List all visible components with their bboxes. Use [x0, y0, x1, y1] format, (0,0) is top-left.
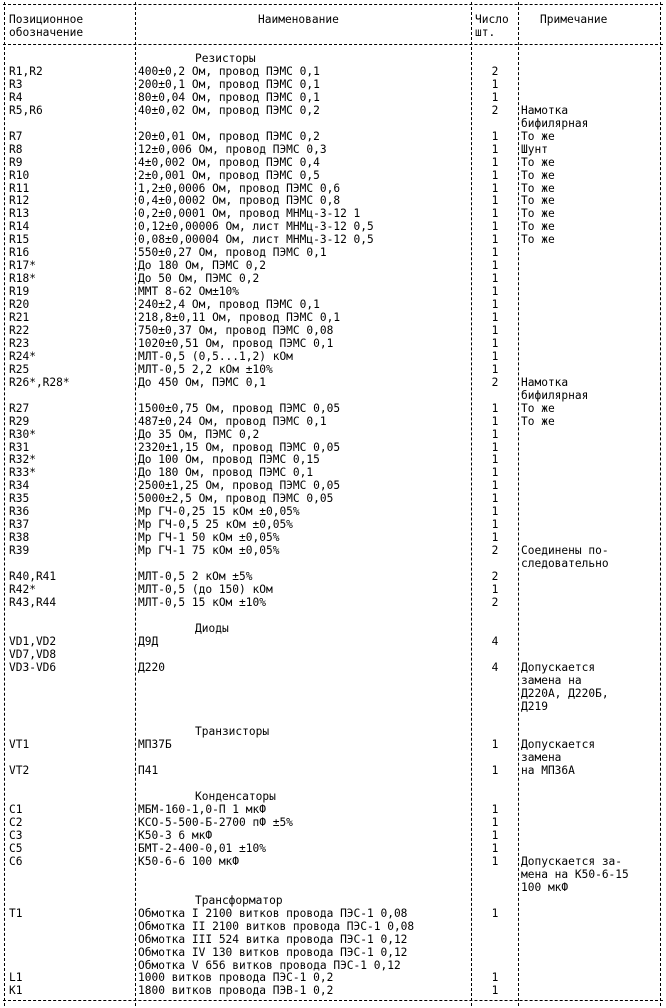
- position-code: VD7,VD8: [9, 647, 57, 661]
- item-note: Шунт: [521, 142, 548, 156]
- section-title: Трансформатор: [195, 893, 283, 907]
- section-title: Транзисторы: [195, 725, 270, 739]
- item-name: МЛТ-0,5 (до 150) кОм: [138, 582, 273, 596]
- position-code: VD3-VD6: [9, 660, 57, 674]
- item-name: МБМ-160-1,0-П 1 мкФ: [138, 803, 266, 817]
- item-note: 100 мкФ: [521, 880, 569, 894]
- quantity: 1: [491, 207, 499, 221]
- position-code: R25: [9, 362, 30, 376]
- position-code: R37: [9, 518, 30, 532]
- item-name: Д220: [138, 660, 165, 674]
- quantity: 2: [491, 375, 499, 389]
- position-code: R35: [9, 492, 30, 506]
- item-note: следовательно: [521, 557, 609, 571]
- quantity: 1: [491, 829, 499, 842]
- position-code: R22: [9, 323, 30, 337]
- quantity: 1: [491, 272, 499, 286]
- column-divider: [518, 2, 519, 1006]
- quantity: 1: [491, 336, 499, 350]
- quantity: 1: [491, 984, 499, 998]
- item-note: мена на К50-6-15: [521, 867, 629, 881]
- position-code: R5,R6: [9, 103, 43, 117]
- quantity: 1: [491, 764, 499, 778]
- item-name: 0,4±0,0002 Ом, провод ПЭМС 0,8: [138, 194, 341, 208]
- position-code: R15: [9, 233, 30, 247]
- quantity: 2: [491, 103, 499, 117]
- quantity: 1: [491, 427, 499, 441]
- quantity: 1: [491, 440, 499, 454]
- position-code: R9: [9, 155, 23, 169]
- position-code: R21: [9, 311, 30, 324]
- item-note: замена на: [521, 673, 582, 687]
- item-name: 5000±2,5 Ом, провод ПЭМС 0,05: [138, 492, 334, 506]
- position-code: R30*: [9, 427, 36, 441]
- quantity: 1: [491, 362, 499, 376]
- quantity: 1: [491, 906, 499, 920]
- quantity: 1: [491, 971, 499, 985]
- item-note: То же: [521, 207, 555, 221]
- position-code: R20: [9, 298, 30, 312]
- item-note: Д220А, Д220Б,: [521, 686, 609, 700]
- position-code: VD1,VD2: [9, 634, 57, 648]
- item-name: 1800 витков провода ПЭВ-1 0,2: [138, 984, 334, 998]
- position-code: R1,R2: [9, 64, 43, 78]
- position-code: L1: [9, 971, 23, 985]
- quantity: 4: [491, 660, 499, 674]
- position-code: R23: [9, 336, 30, 350]
- item-note: бифилярная: [521, 388, 589, 402]
- position-code: R17*: [9, 259, 36, 273]
- quantity: 1: [491, 323, 499, 337]
- item-name: 240±2,4 Ом, провод ПЭМС 0,1: [138, 298, 320, 312]
- quantity: 1: [491, 142, 499, 156]
- item-name: 2±0,001 Ом, провод ПЭМС 0,5: [138, 168, 320, 182]
- position-code: R36: [9, 505, 30, 519]
- quantity: 2: [491, 544, 499, 558]
- item-name: До 180 Ом, ПЭМС 0,2: [138, 259, 266, 273]
- quantity: 1: [491, 129, 499, 143]
- item-note: на МП36А: [521, 764, 575, 778]
- position-code: C6: [9, 854, 23, 868]
- item-note: Допускается: [521, 738, 596, 752]
- position-code: R8: [9, 142, 23, 156]
- item-name: МЛТ-0,5 (0,5...1,2) кОм: [138, 349, 293, 363]
- position-code: R38: [9, 531, 30, 545]
- quantity: 1: [491, 181, 499, 195]
- quantity: 2: [491, 64, 499, 78]
- position-code: T1: [9, 906, 23, 920]
- item-name: Обмотка III 524 витка провода ПЭС-1 0,12: [138, 932, 408, 946]
- item-note: То же: [521, 414, 555, 428]
- position-code: R11: [9, 181, 30, 195]
- item-note: То же: [521, 155, 555, 169]
- item-name: 0,12±0,00006 Ом, лист МНМц-3-12 0,5: [138, 220, 374, 234]
- item-name: До 50 Ом, ПЭМС 0,2: [138, 272, 260, 286]
- item-note: То же: [521, 401, 555, 415]
- item-note: То же: [521, 220, 555, 234]
- quantity: 1: [491, 803, 499, 817]
- item-name: 0,08±0,00004 Ом, лист МНМц-3-12 0,5: [138, 233, 374, 247]
- item-note: Допускается за-: [521, 854, 623, 868]
- quantity: 1: [491, 479, 499, 493]
- item-name: 550±0,27 Ом, провод ПЭМС 0,1: [138, 246, 327, 260]
- item-name: МП37Б: [138, 738, 172, 752]
- quantity: 1: [491, 155, 499, 169]
- item-name: Обмотка IV 130 витков провода ПЭС-1 0,12: [138, 945, 408, 959]
- item-name: Мр ГЧ-1 75 кОм ±0,05%: [138, 544, 280, 558]
- position-code: R40,R41: [9, 570, 57, 583]
- item-note: Д219: [521, 699, 548, 713]
- item-name: 200±0,1 Ом, провод ПЭМС 0,1: [138, 77, 320, 91]
- quantity: 1: [491, 233, 499, 247]
- quantity: 1: [491, 194, 499, 208]
- position-code: R29: [9, 414, 30, 428]
- item-name: БМТ-2-400-0,01 ±10%: [138, 841, 266, 855]
- quantity: 1: [491, 816, 499, 830]
- item-note: То же: [521, 194, 555, 208]
- quantity: 1: [491, 349, 499, 363]
- quantity: 4: [491, 634, 499, 648]
- quantity: 1: [491, 582, 499, 596]
- header-position: Позиционное обозначение: [9, 13, 84, 39]
- item-name: 1,2±0,0006 Ом, провод ПЭМС 0,6: [138, 181, 341, 195]
- column-divider: [135, 2, 136, 1006]
- position-code: R4: [9, 90, 23, 104]
- position-code: R14: [9, 220, 30, 234]
- position-code: K1: [9, 984, 23, 998]
- item-name: 4±0,002 Ом, провод ПЭМС 0,4: [138, 155, 320, 169]
- item-name: ММТ 8-62 Ом±10%: [138, 285, 240, 299]
- position-code: R24*: [9, 349, 36, 363]
- header-quantity: Число шт.: [475, 13, 509, 39]
- quantity: 1: [491, 77, 499, 91]
- quantity: 2: [491, 595, 499, 609]
- position-code: R3: [9, 77, 23, 91]
- position-code: R34: [9, 479, 30, 493]
- position-code: R42*: [9, 582, 36, 596]
- item-note: Намотка: [521, 103, 569, 117]
- position-code: R13: [9, 207, 30, 221]
- quantity: 1: [491, 466, 499, 480]
- item-name: КСО-5-500-Б-2700 пФ ±5%: [138, 816, 293, 830]
- quantity: 1: [491, 854, 499, 868]
- column-divider: [660, 2, 661, 1006]
- quantity: 1: [491, 738, 499, 752]
- item-name: Мр ГЧ-1 50 кОм ±0,05%: [138, 531, 280, 545]
- header-note: Примечание: [540, 13, 608, 26]
- item-name: 1000 витков провода ПЭС-1 0,2: [138, 971, 334, 985]
- item-name: 0,2±0,0001 Ом, провод МНМц-3-12 1: [138, 207, 361, 221]
- item-note: То же: [521, 181, 555, 195]
- position-code: R18*: [9, 272, 36, 286]
- item-note: То же: [521, 168, 555, 182]
- item-name: 400±0,2 Ом, провод ПЭМС 0,1: [138, 64, 320, 78]
- item-name: МЛТ-0,5 2 кОм ±5%: [138, 570, 253, 583]
- item-name: 218,8±0,11 Ом, провод ПЭМС 0,1: [138, 311, 341, 324]
- item-name: Обмотка II 2100 витков провода ПЭС-1 0,08: [138, 919, 415, 933]
- item-name: Обмотка I 2100 витков провода ПЭС-1 0,08: [138, 906, 408, 920]
- quantity: 1: [491, 298, 499, 312]
- quantity: 1: [491, 505, 499, 519]
- quantity: 1: [491, 220, 499, 234]
- item-name: МЛТ-0,5 15 кОм ±10%: [138, 595, 266, 609]
- item-note: То же: [521, 233, 555, 247]
- item-name: 20±0,01 Ом, провод ПЭМС 0,2: [138, 129, 320, 143]
- section-title: Конденсаторы: [195, 790, 276, 804]
- position-code: C2: [9, 816, 23, 830]
- item-name: До 180 Ом, провод ПЭМС 0,1: [138, 466, 314, 480]
- item-name: Мр ГЧ-0,25 15 кОм ±0,05%: [138, 505, 300, 519]
- position-code: R31: [9, 440, 30, 454]
- position-code: R27: [9, 401, 30, 415]
- header-separator: [3, 44, 663, 45]
- position-code: R33*: [9, 466, 36, 480]
- item-name: К50-3 6 мкФ: [138, 829, 213, 842]
- position-code: R19: [9, 285, 30, 299]
- quantity: 1: [491, 259, 499, 273]
- header-name: Наименование: [258, 13, 339, 26]
- position-code: C5: [9, 841, 23, 855]
- item-note: бифилярная: [521, 116, 589, 130]
- item-note: То же: [521, 129, 555, 143]
- quantity: 1: [491, 414, 499, 428]
- item-name: До 35 Ом, ПЭМС 0,2: [138, 427, 260, 441]
- quantity: 1: [491, 90, 499, 104]
- quantity: 2: [491, 570, 499, 583]
- quantity: 1: [491, 401, 499, 415]
- item-name: П41: [138, 764, 159, 778]
- position-code: C3: [9, 829, 23, 842]
- item-name: 80±0,04 Ом, провод ПЭМС 0,1: [138, 90, 320, 104]
- quantity: 1: [491, 492, 499, 506]
- position-code: R10: [9, 168, 30, 182]
- position-code: R32*: [9, 453, 36, 467]
- item-name: Мр ГЧ-0,5 25 кОм ±0,05%: [138, 518, 293, 532]
- position-code: R16: [9, 246, 30, 260]
- quantity: 1: [491, 531, 499, 545]
- quantity: 1: [491, 453, 499, 467]
- item-name: 2500±1,25 Ом, провод ПЭМС 0,05: [138, 479, 341, 493]
- item-name: К50-6-6 100 мкФ: [138, 854, 240, 868]
- position-code: R26*,R28*: [9, 375, 70, 389]
- position-code: R12: [9, 194, 30, 208]
- position-code: C1: [9, 803, 23, 817]
- item-note: Намотка: [521, 375, 569, 389]
- item-name: Д9Д: [138, 634, 159, 648]
- quantity: 1: [491, 518, 499, 532]
- item-name: 2320±1,15 Ом, провод ПЭМС 0,05: [138, 440, 341, 454]
- item-name: 12±0,006 Ом, провод ПЭМС 0,3: [138, 142, 327, 156]
- position-code: R7: [9, 129, 23, 143]
- item-name: Обмотка V 656 витков провода ПЭС-1 0,12: [138, 958, 401, 972]
- position-code: R43,R44: [9, 595, 57, 609]
- item-name: МЛТ-0,5 2,2 кОм ±10%: [138, 362, 273, 376]
- quantity: 1: [491, 285, 499, 299]
- position-code: VT1: [9, 738, 30, 752]
- position-code: R39: [9, 544, 30, 558]
- item-note: Соединены по-: [521, 544, 609, 558]
- quantity: 1: [491, 246, 499, 260]
- bottom-border: [3, 1000, 663, 1001]
- item-note: замена: [521, 751, 562, 765]
- item-name: 487±0,24 Ом, провод ПЭМС 0,1: [138, 414, 327, 428]
- item-name: 40±0,02 Ом, провод ПЭМС 0,2: [138, 103, 320, 117]
- section-title: Резисторы: [195, 52, 256, 65]
- position-code: VT2: [9, 764, 30, 778]
- quantity: 1: [491, 311, 499, 324]
- quantity: 1: [491, 841, 499, 855]
- section-title: Диоды: [195, 621, 229, 635]
- column-divider: [4, 2, 5, 1006]
- top-border: [3, 4, 663, 5]
- item-name: 1500±0,75 Ом, провод ПЭМС 0,05: [138, 401, 341, 415]
- item-name: До 450 Ом, ПЭМС 0,1: [138, 375, 266, 389]
- item-name: До 100 Ом, провод ПЭМС 0,15: [138, 453, 320, 467]
- item-note: Допускается: [521, 660, 596, 674]
- quantity: 1: [491, 168, 499, 182]
- item-name: 1020±0,51 Ом, провод ПЭМС 0,1: [138, 336, 334, 350]
- item-name: 750±0,37 Ом, провод ПЭМС 0,08: [138, 323, 334, 337]
